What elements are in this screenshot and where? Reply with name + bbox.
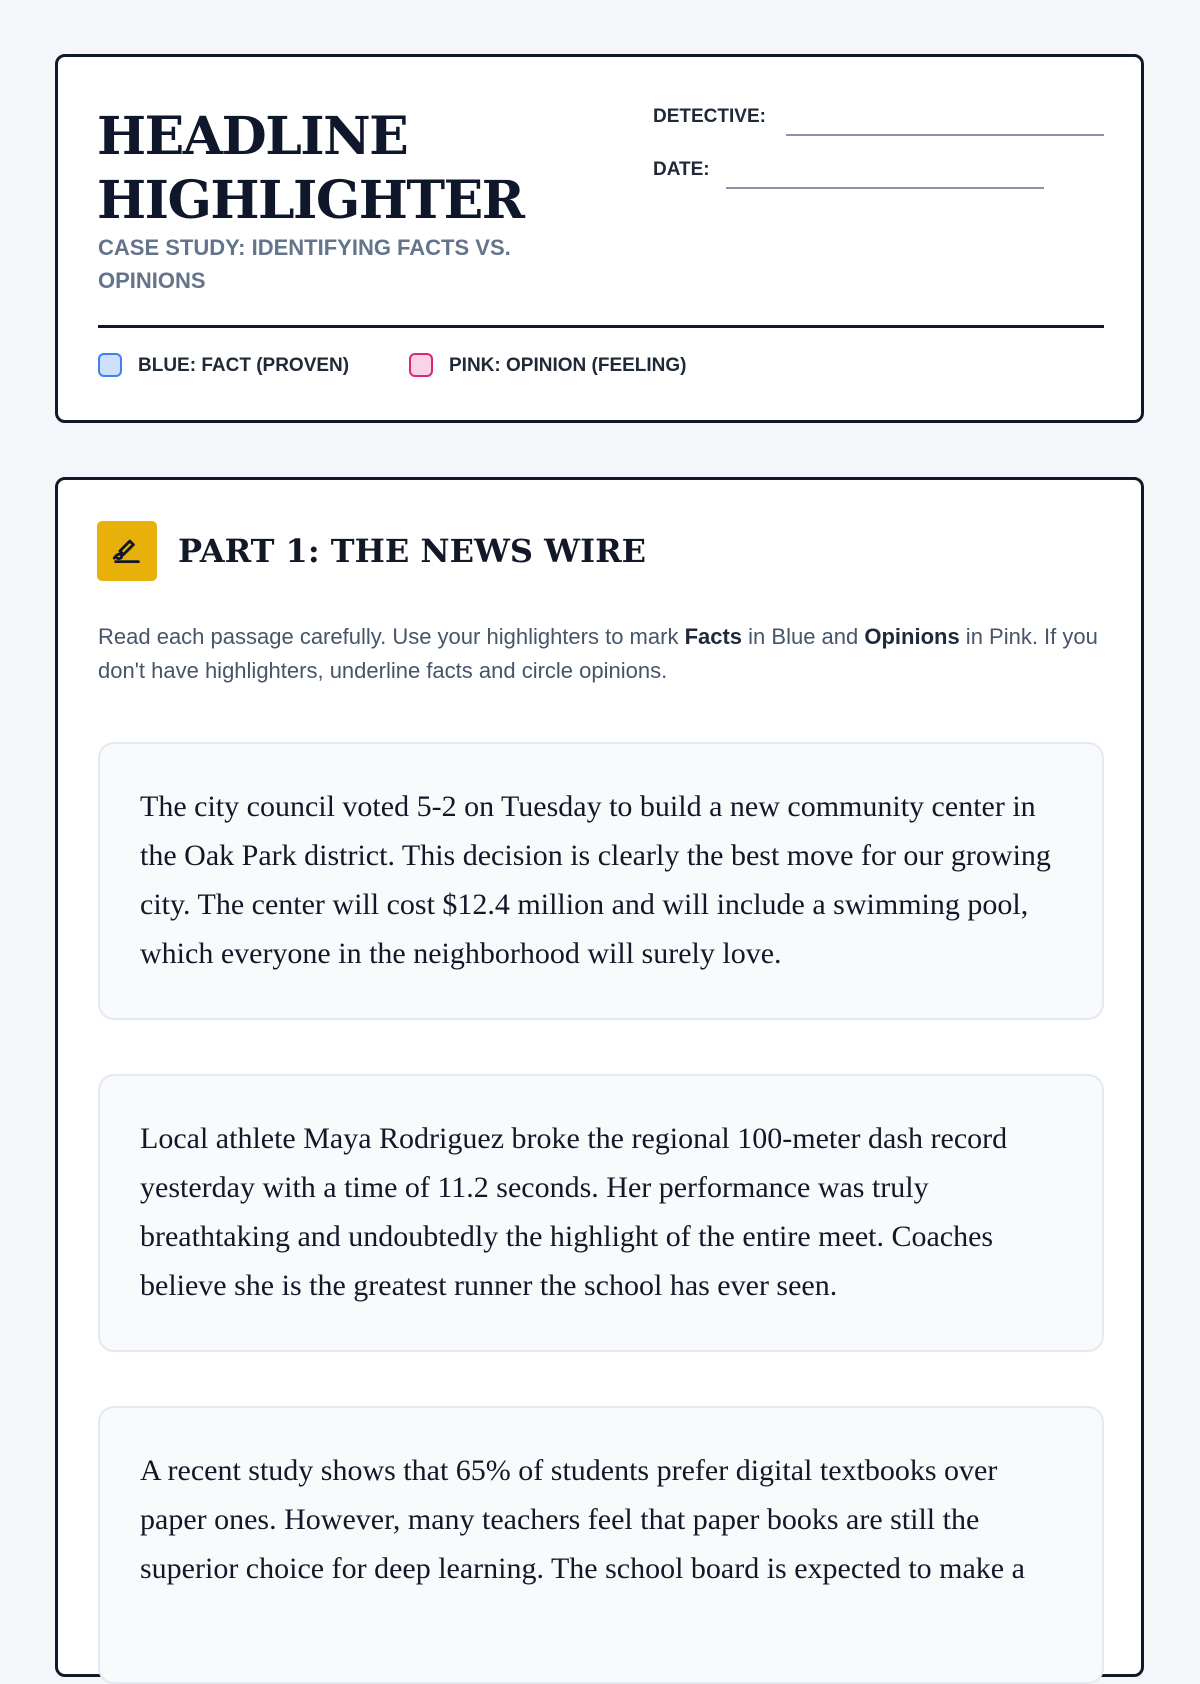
instructions xyxy=(98,620,1098,688)
date-label: DATE: xyxy=(653,159,710,180)
instructions-facts: Facts xyxy=(684,624,743,649)
title-line-1: HEADLINE xyxy=(97,106,408,167)
passage-text[interactable]: A recent study shows that 65% of students prefer digital textbooks over paper ones. However, many teachers feel that paper books are still the superior choice for deep learning. The school board is expected to make a xyxy=(140,1454,1025,1585)
fact-swatch xyxy=(98,353,122,377)
part1-section xyxy=(55,477,1144,1677)
opinion-swatch xyxy=(409,353,433,377)
instructions-opinions: Opinions xyxy=(864,624,960,649)
instructions-text-2: in Blue and xyxy=(742,624,865,649)
instructions-text-1: Read each passage carefully. Use your highlighters to mark xyxy=(98,624,685,649)
pen-signature-icon xyxy=(97,521,157,581)
passage-text[interactable]: Local athlete Maya Rodriguez broke the regional 100-meter dash record yesterday with a time of 11.2 seconds. Her performance was truly breathtaking and undoubtedly the highlight of the entire meet. Coaches believe she is the greatest runner the school has ever seen. xyxy=(140,1122,1008,1302)
date-line[interactable] xyxy=(726,187,1044,189)
page-subtitle: CASE STUDY: IDENTIFYING FACTS VS. OPINIONS xyxy=(98,235,511,293)
passage-text[interactable]: The city council voted 5-2 on Tuesday to build a new community center in the Oak Park district. This decision is clearly the best move for our growing city. The center will cost $12.4 million and will include a swimming pool, which everyone in the neighborhood will surely love. xyxy=(140,790,1051,970)
passage-card xyxy=(98,742,1104,1020)
detective-name-line[interactable] xyxy=(786,134,1104,136)
worksheet-header xyxy=(55,54,1144,423)
header-divider xyxy=(98,325,1104,328)
instructions-text-3: in Pink. If you don't have highlighters, underline facts and circle opinions. xyxy=(98,624,1098,683)
detective-label: DETECTIVE: xyxy=(653,106,766,127)
fact-legend-label: BLUE: FACT (PROVEN) xyxy=(138,355,350,376)
opinion-legend-label: PINK: OPINION (FEELING) xyxy=(449,355,687,376)
title-line-2: HIGHLIGHTER xyxy=(97,170,524,231)
passage-card xyxy=(98,1074,1104,1352)
page-title xyxy=(97,105,523,233)
section-title: PART 1: THE NEWS WIRE xyxy=(178,532,647,570)
passage-card xyxy=(98,1406,1104,1684)
